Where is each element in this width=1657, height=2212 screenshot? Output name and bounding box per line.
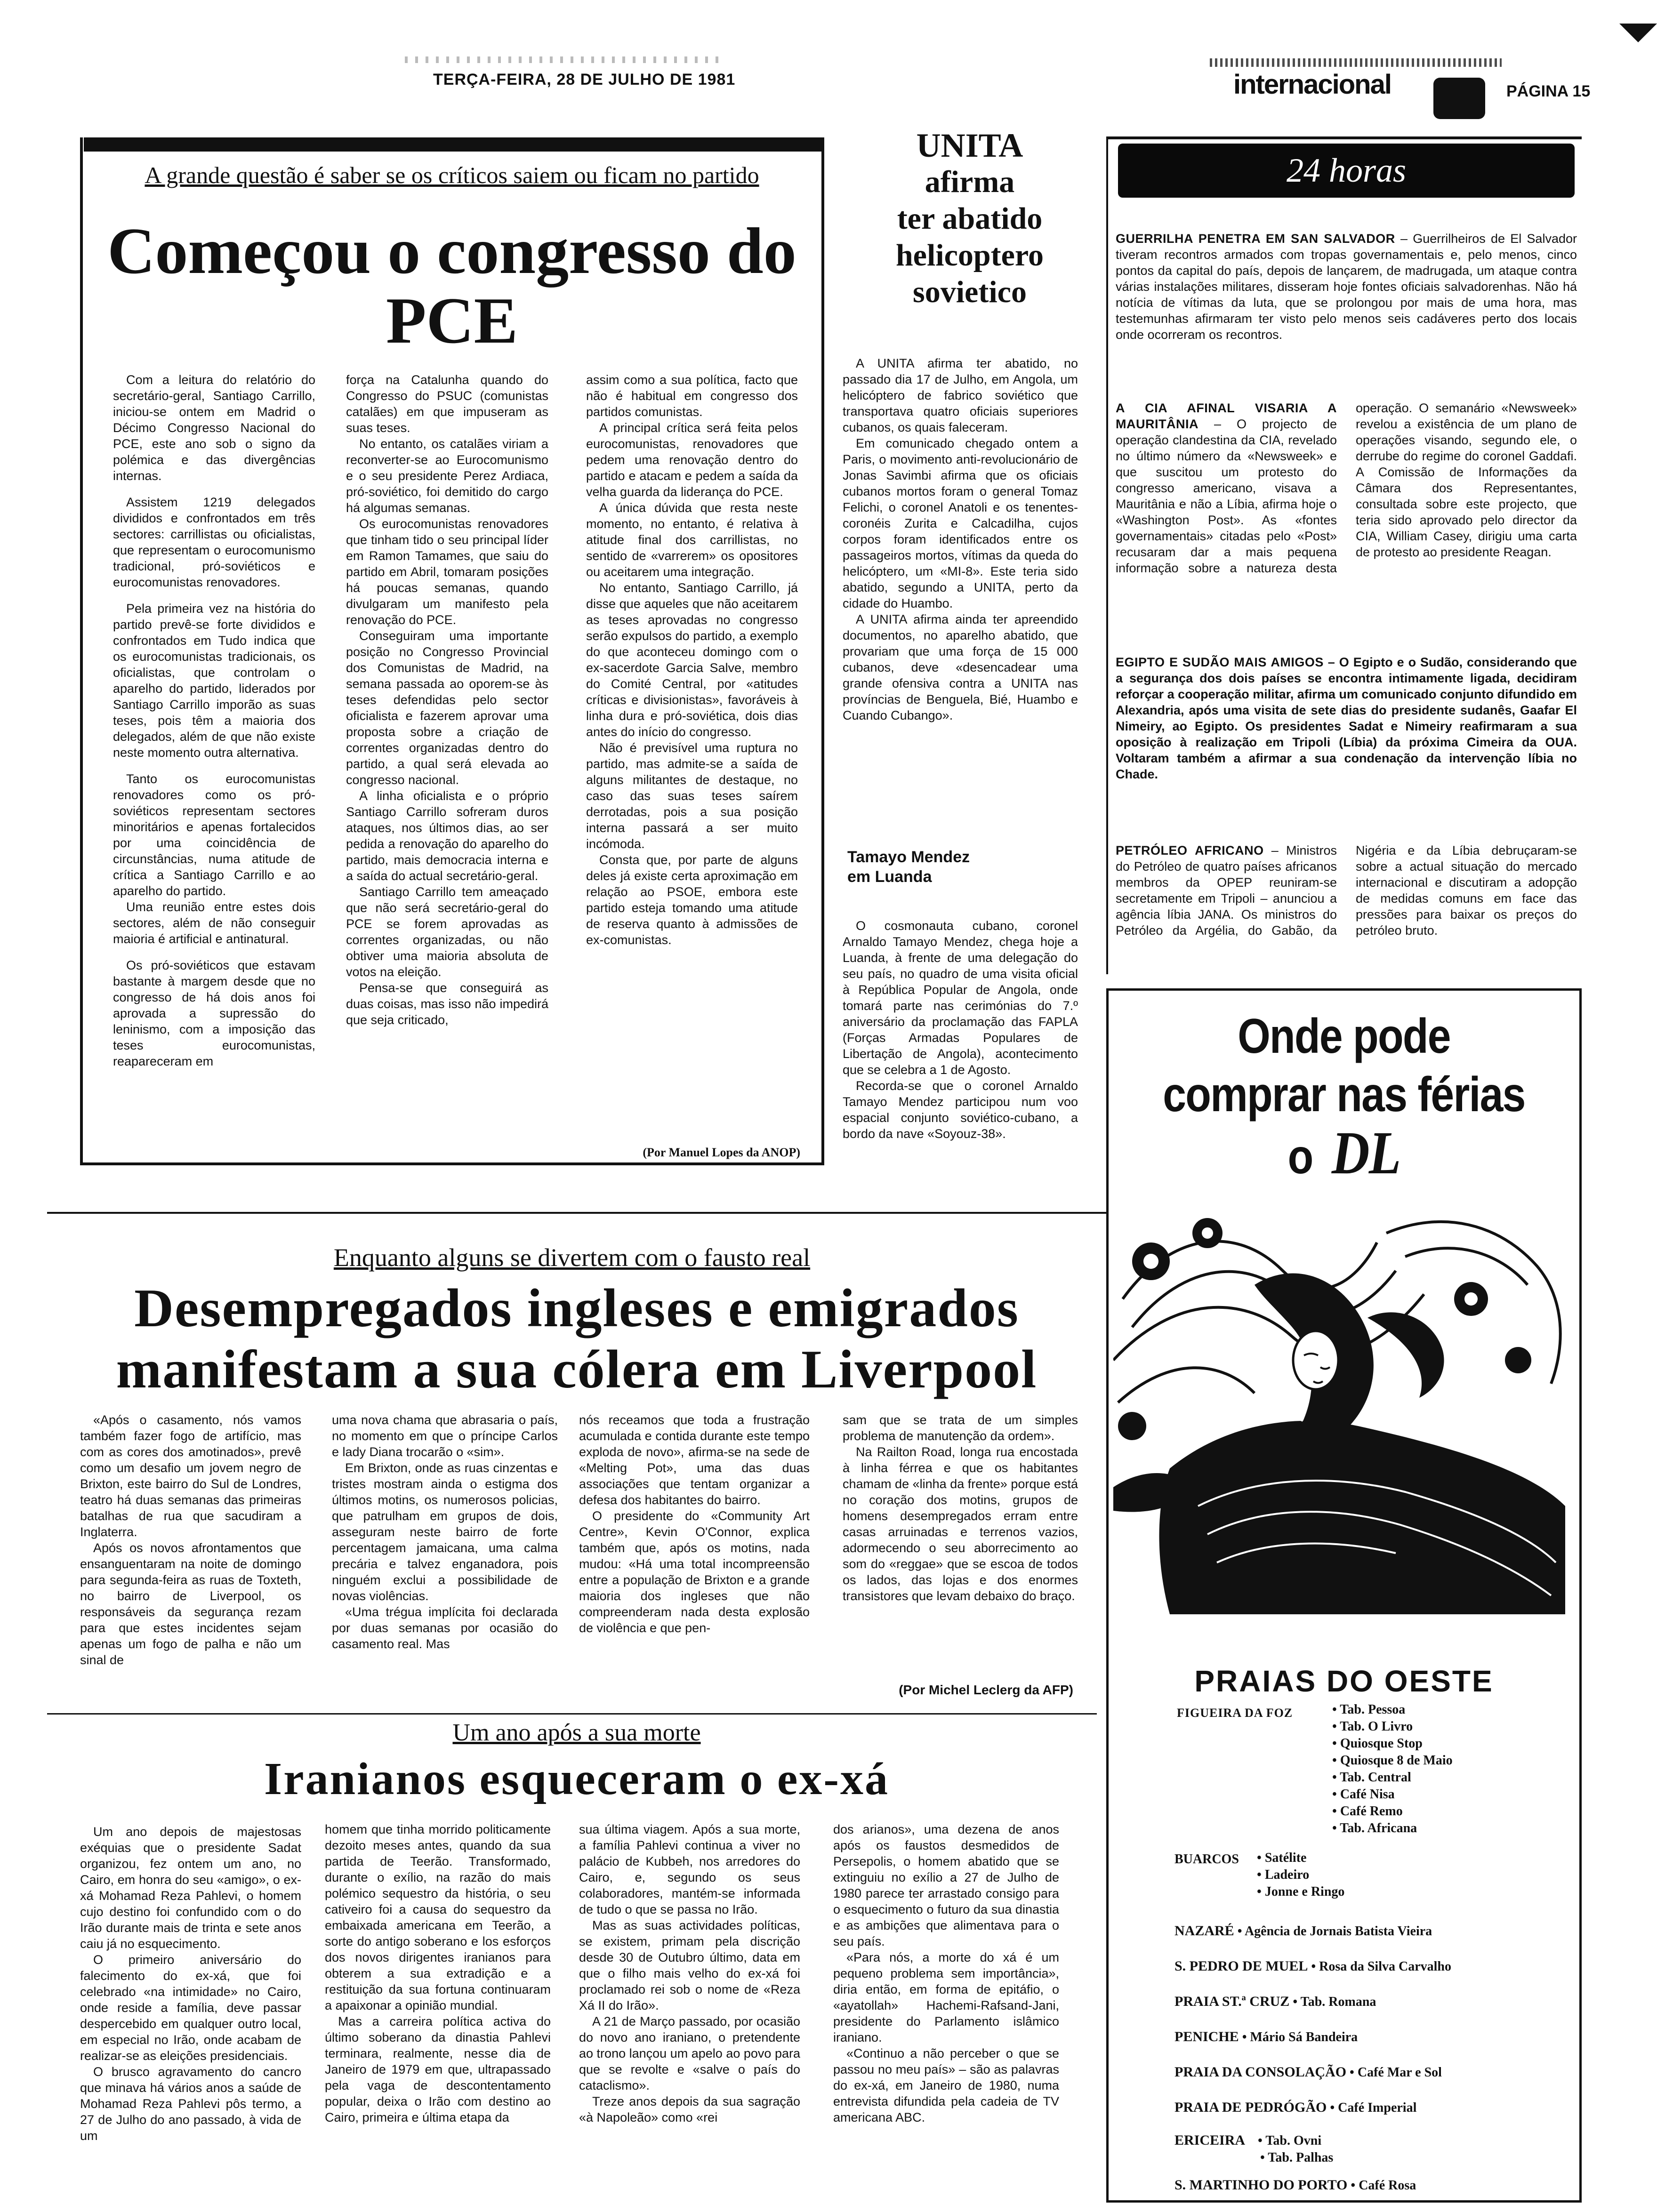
irao-col4-p1: dos arianos», uma dezena de anos após os faustos desmedidos de Persepolis, o homem abatido que se extinguiu no exílio a 27 de Julho de 1980 parece ter arrastado consigo para o esquecimento o futuro da sua dinastia e as ambições que alimentava para o seu país. xyxy=(833,1822,1059,1948)
pedro-item: Rosa da Silva Carvalho xyxy=(1319,1959,1451,1974)
loc-row-martinho: S. MARTINHO DO PORTO • Café Rosa xyxy=(1174,2177,1416,2193)
pce-col2-p4: Conseguiram uma importante posição no Congresso Provincial dos Comunistas de Madrid, na semana passada ao oporem-se às teses defendidas pelo sector oficialista e fazerem aprovar uma proposta sobre a criação de correntes organizadas dentro do partido, a qual será elevada ao congresso nacional. xyxy=(346,629,548,787)
pedrogao-item: Café Imperial xyxy=(1338,2100,1417,2115)
loc-pedrogao: PRAIA DE PEDRÓGÃO xyxy=(1174,2100,1327,2115)
figueira-item: • Quiosque 8 de Maio xyxy=(1332,1753,1453,1768)
section-title: internacional xyxy=(1233,69,1391,100)
loc-row-ericeira xyxy=(1174,2132,1333,2166)
unita-headline-l1: UNITA xyxy=(916,127,1023,164)
liv-col3-p2: O presidente do «Community Art Centre», Kevin O'Connor, explica também que, após os motins, nada mudou: «Há uma total incompreensão entre a população de Brixton e a grande maioria dos ingleses que não compreenderam nada desta explosão de violência e que pen- xyxy=(579,1509,810,1635)
buarcos-item-0: Satélite xyxy=(1264,1851,1307,1865)
pce-col1-p1: Com a leitura do relatório do secretário-geral, Santiago Carrillo, iniciou-se ontem em Madrid o Décimo Congresso Nacional do PCE, este ano sob o signo da polémica e das divergências internas. xyxy=(113,373,315,483)
unita-headline-l5: sovietico xyxy=(913,275,1027,309)
unita-subhead-l1: Tamayo Mendez xyxy=(847,848,970,866)
horas-item2-head: A CIA AFINAL VISARIA A MAURITÂNIA xyxy=(1116,401,1337,431)
irao-col3-p3: A 21 de Março passado, por ocasião do novo ano iraniano, o pretendente ao trono lançou um apelo ao povo para que se revolte e «salve o país do cataclismo». xyxy=(579,2014,800,2092)
loc-row-consolacao: PRAIA DA CONSOLAÇÃO • Café Mar e Sol xyxy=(1174,2064,1442,2080)
horas-item2-body: – O projecto de operação clandestina da CIA, revelado no último número da «Newsweek» e que suscitou um protesto do congresso americano, visava a Mauritânia e não a Líbia, afirma hoje o «Washington Post». As «fontes governamentais» citadas pelo «Post» recusaram dar a mais pequena informação sobre a natureza desta operação. O semanário «Newsweek» revelou a existência de um plano de operações visando, segundo ele, o derrube do regime do coronel Gaddafi. A Comissão de Informações da Câmara dos Representantes, consultada sobre este projecto, que teria sido aprovado pelo director da CIA, William Casey, dirigiu uma carta de protesto ao presidente Reagan. xyxy=(1116,401,1577,575)
pce-col3-p3: A única dúvida que resta neste momento, no entanto, é relativa à atitude final dos carrillistas, no sentido de «varrerem» os opositores ou aceitarem uma integração. xyxy=(586,501,798,579)
unita-p3: A UNITA afirma ainda ter apreendido documentos, no aparelho abatido, que provariam que uma força de 15 000 cubanos, deve «desencadear uma grande ofensiva contra a UNITA nas províncias de Benguela, Bié, Huambo e Cuando Cubango». xyxy=(843,612,1078,722)
horas-item3-head: EGIPTO E SUDÃO MAIS AMIGOS xyxy=(1116,655,1324,669)
pce-col1-p5: Uma reunião entre estes dois sectores, além de não conseguir maioria é artificial e antinatural. xyxy=(113,900,315,946)
horas-item-3 xyxy=(1116,654,1577,782)
buarcos-item-1: Ladeiro xyxy=(1264,1867,1310,1882)
praias-title: PRAIAS DO OESTE xyxy=(1194,1664,1494,1698)
unita-body xyxy=(843,355,1078,723)
pce-col2-p7: Pensa-se que conseguirá as duas coisas, mas isso não impedirá que seja criticado, xyxy=(346,981,548,1027)
page-number: PÁGINA 15 xyxy=(1506,82,1591,100)
figueira-item-1: Tab. O Livro xyxy=(1340,1719,1413,1734)
loc-consolacao: PRAIA DA CONSOLAÇÃO xyxy=(1174,2064,1347,2080)
pce-col-2 xyxy=(346,372,548,1028)
horas-item1-body: – Guerrilheiros de El Salvador tiveram recontros armados com tropas governamentais e, pelo menos, cinco pontos da capital do país, depois de lançarem, de madrugada, um ataque contra várias instalações militares, disseram hoje fontes oficiais salvadorenhas. Não há notícia de vítimas da luta, que se prolongou por mais de uma hora, mas testemunhas afirmaram ter visto pelo menos seis cadáveres perto dos locais onde ocorreram os recontros. xyxy=(1116,232,1577,342)
unita-body-2 xyxy=(843,918,1078,1142)
liv-col2-p1: uma nova chama que abrasaria o país, no momento em que o príncipe Carlos e lady Diana trocarão o «sim». xyxy=(332,1413,558,1459)
pce-col1-p6: Os pró-soviéticos que estavam bastante à margem desde que no congresso de há dois anos foi aprovada a supressão do leninismo, com a imposição das teses eurocomunistas, reapareceram em xyxy=(113,958,315,1068)
irao-col-3 xyxy=(579,1821,800,2125)
unita-p1: A UNITA afirma ter abatido, no passado dia 17 de Julho, em Angola, um helicóptero de fabrico soviético que transportava quatro oficiais superiores cubanos, os quais faleceram. xyxy=(843,356,1078,434)
horas-top-rule xyxy=(1106,136,1582,139)
ad-line-3-row xyxy=(1143,1119,1544,1187)
liverpool-col-2 xyxy=(332,1412,558,1652)
loc-row-cruz: PRAIA ST.ª CRUZ • Tab. Romana xyxy=(1174,1994,1376,2009)
loc-ericeira: ERICEIRA xyxy=(1174,2132,1246,2148)
figueira-list xyxy=(1332,1701,1453,1837)
liverpool-credit: (Por Michel Leclerg da AFP) xyxy=(899,1683,1073,1697)
liverpool-top-rule xyxy=(47,1212,1106,1214)
irao-col-1 xyxy=(80,1824,301,2144)
irao-col1-p1: Um ano depois de majestosas exéquias que o presidente Sadat organizou, fez ontem um ano, no Cairo, em honra do seu «amigo», o ex-xá Mohamad Reza Pahlevi, o homem cujo destino foi confundido com o do Irão durante mais de trinta e sete anos caiu já no esquecimento. xyxy=(80,1825,301,1951)
irao-top-rule xyxy=(47,1713,1097,1715)
figueira-item: • Tab. Africana xyxy=(1332,1821,1417,1835)
liverpool-col-4 xyxy=(843,1412,1078,1604)
pce-col2-p5: A linha oficialista e o próprio Santiago Carrillo sofreram duros ataques, nos últimos dias, ao ser pedida a renovação do aparelho do partido, mais democracia interna e a saída do actual secretário-geral. xyxy=(346,789,548,883)
horas-item-2 xyxy=(1116,400,1577,657)
liverpool-col-3 xyxy=(579,1412,810,1636)
liv-col1-p2: Após os novos afrontamentos que ensanguentaram na noite de domingo para segunda-feira as ruas de Toxteth, no bairro de Liverpool, os responsáveis da segurança rezam para que estes incidentes sejam apenas um fogo de palha e não um sinal de xyxy=(80,1541,301,1667)
ericeira-item-1-wrap: • Tab. Palhas xyxy=(1260,2150,1334,2165)
figueira-item-3: Quiosque 8 de Maio xyxy=(1340,1753,1453,1768)
pce-col3-p1: assim como a sua política, facto que não é habitual em congresso dos partidos comunistas. xyxy=(586,373,798,419)
irao-col2-p2: Mas a carreira política activa do último soberano da dinastia Pahlevi terminara, realmente, nesse dia de Janeiro de 1979 em que, ultrapassado pela vaga de descontentamento popular, deixa o Irão com destino ao Cairo, primeira e última etapa da xyxy=(325,2014,551,2124)
pce-col3-p4: No entanto, Santiago Carrillo, já disse que aqueles que não aceitarem as teses aprovadas no congresso serão expulsos do partido, a exemplo do que aconteceu domingo com o ex-sacerdote Garcia Salve, membro do Comité Central, por «atitudes críticas e divisionistas», favoráveis à linha dura e pró-soviética, dois dias antes do início do congresso. xyxy=(586,581,798,739)
ad-line-1: Onde pode xyxy=(1238,1009,1450,1064)
loc-cruz: PRAIA ST.ª CRUZ xyxy=(1174,1994,1290,2009)
liverpool-kicker: Enquanto alguns se divertem com o fausto real xyxy=(333,1243,811,1272)
ericeira-item-0: Tab. Ovni xyxy=(1265,2133,1322,2148)
unita-subhead xyxy=(847,847,970,887)
irao-col-4 xyxy=(833,1821,1059,2125)
pce-bottom-border xyxy=(80,1162,824,1165)
liverpool-headline-l2: manifestam a sua cólera em Liverpool xyxy=(116,1339,1038,1400)
figueira-item: • Tab. Pessoa xyxy=(1332,1702,1406,1717)
irao-kicker: Um ano após a sua morte xyxy=(452,1719,701,1746)
loc-figueira: FIGUEIRA DA FOZ xyxy=(1177,1706,1293,1720)
liv-col1-p1: «Após o casamento, nós vamos também fazer fogo de artifício, mas com as cores dos amotinados», prevê como um desafio um jovem negro de Brixton, este bairro do Sul de Londres, teatro há duas semanas das primeiras batalhas de rua que sacudiram a Inglaterra. xyxy=(80,1413,301,1539)
liv-col3-p1: nós receamos que toda a frustração acumulada e contida durante este tempo exploda de novo», afirma-se na sede de «Melting Pot», uma das duas associações que tentam organizar a defesa dos habitantes do bairro. xyxy=(579,1413,810,1507)
masthead-noise-right xyxy=(1210,58,1502,67)
loc-row-peniche: PENICHE • Mário Sá Bandeira xyxy=(1174,2029,1358,2044)
horas-title: 24 horas xyxy=(1286,152,1407,189)
art-nouveau-illustration xyxy=(1113,1205,1575,1614)
figueira-item-7: Tab. Africana xyxy=(1340,1821,1417,1835)
horas-item4-head: PETRÓLEO AFRICANO xyxy=(1116,843,1264,858)
figueira-item-0: Tab. Pessoa xyxy=(1340,1702,1406,1717)
horas-left-rule xyxy=(1106,136,1108,974)
peniche-item: Mário Sá Bandeira xyxy=(1250,2030,1358,2044)
pce-col-3 xyxy=(586,372,798,948)
pce-col3-p5: Não é previsível uma ruptura no partido, mas admite-se a saída de alguns militantes de destaque, no caso das suas teses saírem derrotadas, pois a sua posição interna passará a ser muito incómoda. xyxy=(586,741,798,851)
pce-col3-p6: Consta que, por parte de alguns deles já existe certa aproximação em relação ao PSOE, embora este partido esteja tomando uma atitude de reserva quanto à admissões de ex-comunistas. xyxy=(586,853,798,947)
figueira-item: • Tab. O Livro xyxy=(1332,1719,1413,1734)
pce-col1-p2: Assistem 1219 delegados divididos e confrontados em três sectores: carrillistas ou oficialistas, que representam o eurocomunismo tradicional, pró-soviéticos e eurocomunistas renovadores. xyxy=(113,495,315,589)
dl-small-logo xyxy=(1433,78,1485,119)
loc-peniche: PENICHE xyxy=(1174,2029,1239,2044)
loc-row-pedro: S. PEDRO DE MUEL • Rosa da Silva Carvalho xyxy=(1174,1958,1451,1974)
irao-col-2 xyxy=(325,1821,551,2125)
figueira-item: • Quiosque Stop xyxy=(1332,1736,1423,1751)
figueira-item-6: Café Remo xyxy=(1340,1804,1403,1819)
corner-mark xyxy=(1619,24,1657,42)
horas-title-bar xyxy=(1118,144,1575,198)
ad-line-2: comprar nas férias xyxy=(1163,1067,1525,1122)
figueira-item: • Tab. Central xyxy=(1332,1770,1411,1785)
irao-col4-p2: «Para nós, a morte do xá é um pequeno problema sem importância», diria então, em forma de epitáfio, o «ayatollah» Hachemi-Rafsand-Jani, presidente do Parlamento islâmico iraniano. xyxy=(833,1950,1059,2044)
figueira-item-5: Café Nisa xyxy=(1340,1787,1395,1802)
unita-subhead-l2: em Luanda xyxy=(847,868,932,886)
pce-col2-p3: Os eurocomunistas renovadores que tinham tido o seu principal líder em Ramon Tamames, que saiu do partido em Abril, tomaram posições há poucas semanas, quando divulgaram um manifesto pela renovação do PCE. xyxy=(346,517,548,627)
liverpool-headline xyxy=(47,1278,1106,1400)
pce-top-thick-rule xyxy=(84,137,823,152)
pce-kicker: A grande questão é saber se os críticos saiem ou ficam no partido xyxy=(145,162,759,188)
loc-row-nazare: NAZARÉ • Agência de Jornais Batista Vieira xyxy=(1174,1923,1432,1939)
pce-col2-p2: No entanto, os catalães viriam a reconverter-se ao Eurocomunismo e o seu presidente Perez Ardiaca, pró-soviético, foi demitido do cargo há algumas semanas. xyxy=(346,437,548,515)
loc-row-pedrogao: PRAIA DE PEDRÓGÃO • Café Imperial xyxy=(1174,2100,1417,2115)
liverpool-col-1 xyxy=(80,1412,301,1668)
unita2-p2: Recorda-se que o coronel Arnaldo Tamayo Mendez participou num voo espacial conjunto soviético-cubano, a bordo da nave «Soyouz-38». xyxy=(843,1079,1078,1141)
unita-headline-l4: helicoptero xyxy=(895,238,1044,272)
unita-headline xyxy=(843,127,1097,311)
cruz-item: Tab. Romana xyxy=(1300,1995,1376,2009)
martinho-item: Café Rosa xyxy=(1359,2178,1416,2193)
nazare-item: Agência de Jornais Batista Vieira xyxy=(1244,1924,1432,1939)
unita-headline-l2: afirma xyxy=(925,165,1015,199)
pce-col3-p2: A principal crítica será feita pelos eurocomunistas, renovadores que pedem uma renovação dentro do partido e atacam e pedem a saída da velha guarda da liderança do PCE. xyxy=(586,421,798,499)
ad-line-3: o xyxy=(1287,1130,1313,1184)
pce-headline: Começou o congresso do PCE xyxy=(107,215,796,357)
pce-col2-p1: força na Catalunha quando do Congresso do PSUC (comunistas catalães) em que impuseram as suas teses. xyxy=(346,373,548,435)
pce-left-border xyxy=(80,137,83,1163)
liverpool-headline-l1: Desempregados ingleses e emigrados xyxy=(134,1278,1019,1338)
figueira-item-2: Quiosque Stop xyxy=(1340,1736,1423,1751)
loc-martinho: S. MARTINHO DO PORTO xyxy=(1174,2177,1348,2193)
buarcos-item: • Satélite xyxy=(1257,1851,1307,1865)
buarcos-item: • Jonne e Ringo xyxy=(1257,1884,1345,1899)
liv-col2-p3: «Uma trégua implícita foi declarada por duas semanas por ocasião do casamento real. Mas xyxy=(332,1605,558,1651)
ericeira-item-0-wrap: • Tab. Ovni xyxy=(1258,2133,1322,2148)
pce-col1-p3: Pela primeira vez na história do partido prevê-se forte divididos e confrontados em Tudo indica que os eurocomunistas tradicionais, os oficialistas, que controlam o aparelho do partido, liderados por Santiago Carrillo imporão as suas teses, pois têm a maioria dos delegados, além de que não existe neste momento outra alternativa. xyxy=(113,601,315,760)
irao-col1-p2: O primeiro aniversário do falecimento do ex-xá, que foi celebrado «na intimidade» no Cairo, onde reside a família, deve passar despercebido em qualquer outro local, em especial no Irão, onde acabam de realizar-se as eleições presidenciais. xyxy=(80,1953,301,2063)
pce-col-1 xyxy=(113,372,315,1069)
unita-p2: Em comunicado chegado ontem a Paris, o movimento anti-revolucionário de Jonas Savimbi afirma que os oficiais cubanos mortos foram o general Tomaz Felichi, o coronel Anatoli e os tenentes-coronéis Zurita e Calcadilha, cujos corpos foram identificados entre os passageiros mortos, vítimas da queda do helicóptero, um «MI-8». Este teria sido abatido, segundo a UNITA, perto da cidade do Huambo. xyxy=(843,436,1078,610)
pce-credit: (Por Manuel Lopes da ANOP) xyxy=(643,1146,800,1159)
horas-item4-body: – Ministros do Petróleo de quatro países africanos membros da OPEP reuniram-se secretamente em Tripoli – anunciou a agência líbia JANA. Os ministros do Petróleo da Argélia, do Gabão, da Nigéria e da Líbia debruçaram-se sobre a actual situação do mercado internacional e discutiram a adopção de medidas comuns em face das pressões para baixar os preços do petróleo bruto. xyxy=(1116,843,1577,938)
horas-item1-head: GUERRILHA PENETRA EM SAN SALVADOR xyxy=(1116,232,1395,246)
irao-col2-p1: homem que tinha morrido politicamente dezoito meses antes, quando da sua partida de Teerão. Transformado, durante o exílio, na razão do mais polémico sequestro da história, o seu cativeiro foi a causa do sequestro da embaixada americana em Teerão, a sorte do antigo soberano e los esforços dos novos dirigentes iranianos para obterem a sua extradição e a restituição da sua fortuna continuaram a apaixonar a opinião mundial. xyxy=(325,1822,551,2012)
loc-buarcos: BUARCOS xyxy=(1174,1852,1239,1867)
irao-headline: Iranianos esqueceram o ex-xá xyxy=(264,1754,889,1804)
liv-col4-p1: sam que se trata de um simples problema de manutenção da ordem». xyxy=(843,1413,1078,1443)
irao-col1-p3: O brusco agravamento do cancro que minava há vários anos a saúde de Mohamad Reza Pahlevi pôs termo, a 27 de Julho do ano passado, à vida de um xyxy=(80,2065,301,2143)
liv-col4-p2: Na Railton Road, longa rua encostada à linha férrea e que os habitantes chamam de «linha da frente» porque está no coração dos motins, grupos de homens desempregados erram entre casas arruinadas e terrenos vazios, adormecendo o seu aborrecimento ao som do «reggae» que se escoa de todos os lados, das lojas e dos enormes transistores que levam debaixo do braço. xyxy=(843,1445,1078,1603)
figueira-item: • Café Nisa xyxy=(1332,1787,1395,1802)
loc-nazare: NAZARÉ xyxy=(1174,1923,1234,1939)
loc-pedro: S. PEDRO DE MUEL xyxy=(1174,1958,1308,1974)
figueira-item: • Café Remo xyxy=(1332,1804,1403,1819)
horas-item-4 xyxy=(1116,842,1577,974)
ad-headline xyxy=(1143,1007,1544,1186)
pce-col1-p4: Tanto os eurocomunistas renovadores como os pró-soviéticos representam sectores minoritários e apenas fortalecidos por uma coincidência de circunstâncias, numa atitude de crítica a Santiago Carrillo e ao aparelho do partido. xyxy=(113,772,315,898)
ericeira-item-1: Tab. Palhas xyxy=(1268,2150,1334,2165)
buarcos-item-2: Jonne e Ringo xyxy=(1264,1884,1345,1899)
figueira-item-4: Tab. Central xyxy=(1340,1770,1411,1785)
liv-col2-p2: Em Brixton, onde as ruas cinzentas e tristes mostram ainda o estigma dos últimos motins, os numerosos policias, que patrulham em grupos de dois, asseguram neste bairro de forte percentagem jamaicana, uma calma precária e talvez enganadora, pois ninguém exclui a possibilidade de novas violências. xyxy=(332,1461,558,1603)
pce-col2-p6: Santiago Carrillo tem ameaçado que não será secretário-geral do PCE se forem aprovadas as correntes organizadas, ou não obtiver uma maioria absoluta de votos na eleição. xyxy=(346,885,548,979)
horas-item3-body: – O Egipto e o Sudão, considerando que a segurança dos dois países se encontra intimamente ligada, decidiram reforçar a cooperação militar, afirma um comunicado conjunto difundido em Alexandria, após uma visita de sete dias do presidente sudanês, Gaafar El Nimeiry, ao Egipto. Os presidentes Sadat e Nimeiry reafirmaram a sua oposição à realização em Tripoli (Líbia) da próxima Cimeira da OUA. Voltaram também a afirmar a sua condenação da intervenção líbia no Chade. xyxy=(1116,655,1577,781)
irao-col3-p4: Treze anos depois da sua sagração «à Napoleão» como «rei xyxy=(579,2094,800,2124)
buarcos-list xyxy=(1257,1850,1344,1900)
masthead-date: TERÇA-FEIRA, 28 DE JULHO DE 1981 xyxy=(433,71,736,88)
pce-right-border xyxy=(821,137,824,1163)
irao-col3-p2: Mas as suas actividades políticas, se existem, primam pela discrição desde 30 de Outubro último, data em que o filho mais velho do ex-xá foi proclamado rei sob o nome de «Reza Xá II do Irão». xyxy=(579,1918,800,2012)
unita2-p1: O cosmonauta cubano, coronel Arnaldo Tamayo Mendez, chega hoje a Luanda, à frente de uma delegação do seu país, no quadro de uma visita oficial à República Popular de Angola, onde tomará parte nas cerimónias do 7.º aniversário da proclamação das FAPLA (Forças Armadas Populares de Libertação de Angola), acontecimento que se celebra a 1 de Agosto. xyxy=(843,919,1078,1077)
irao-col3-p1: sua última viagem. Após a sua morte, a família Pahlevi continua a viver no palácio de Kubbeh, nos arredores do Cairo, e, segundo os seus colaboradores, mantém-se informada de tudo o que se passa no Irão. xyxy=(579,1822,800,1916)
unita-headline-l3: ter abatido xyxy=(897,201,1043,236)
horas-item-1 xyxy=(1116,231,1577,343)
dl-logo: DL xyxy=(1331,1119,1400,1187)
masthead-noise xyxy=(405,56,725,63)
irao-col4-p3: «Continuo a não perceber o que se passou no meu país» – são as palavras do ex-xá, em Janeiro de 1980, numa entrevista difundida pela cadeia de TV americana ABC. xyxy=(833,2046,1059,2124)
consolacao-item: Café Mar e Sol xyxy=(1357,2065,1442,2080)
buarcos-item: • Ladeiro xyxy=(1257,1867,1310,1882)
